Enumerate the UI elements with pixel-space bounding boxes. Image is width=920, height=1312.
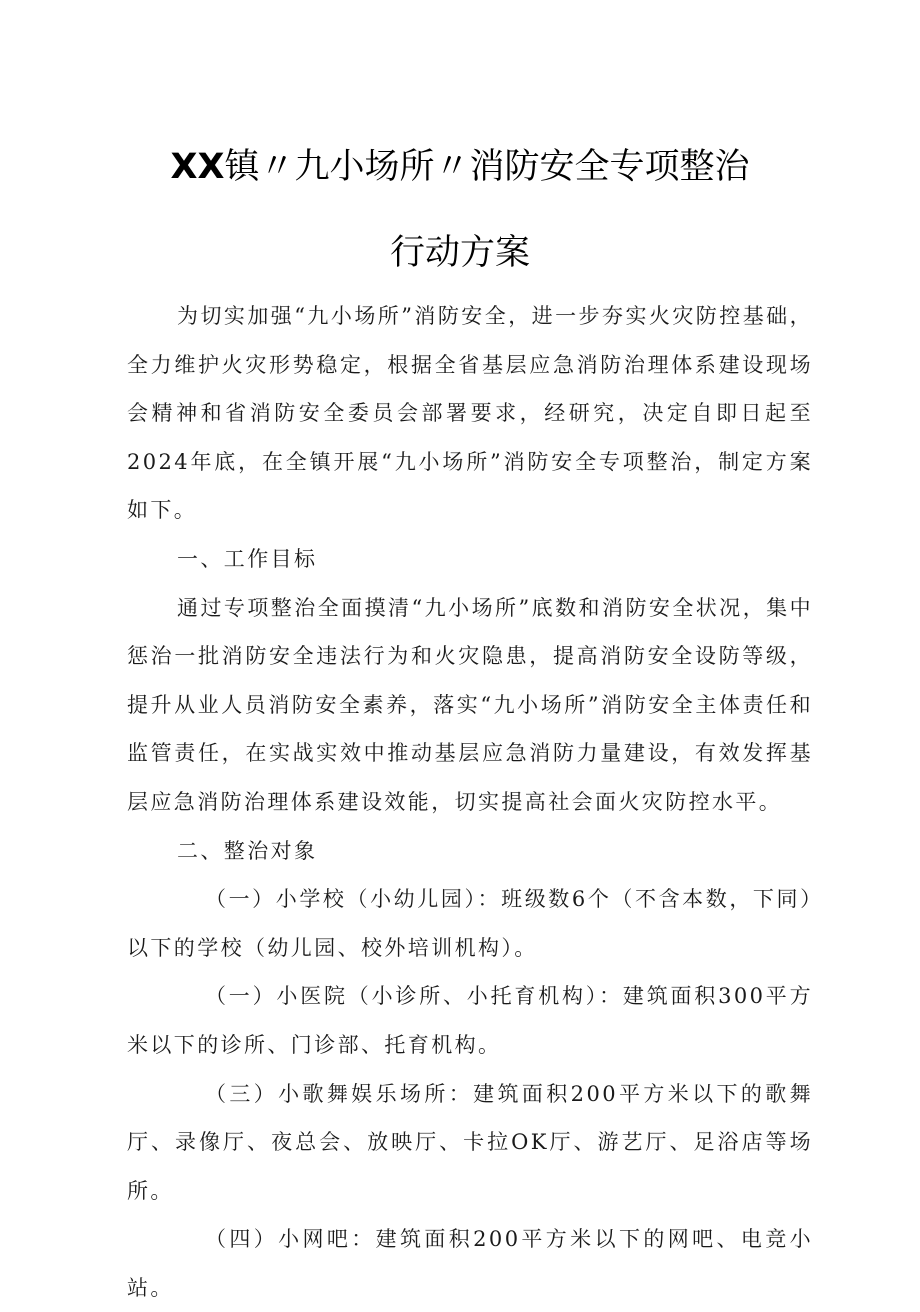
intro-paragraph: 为切实加强“九小场所”消防安全，进一步夯实火灾防控基础，全力维护火灾形势稳定，根据全省基层应急消防治理体系建设现场会精神和省消防安全委员会部署要求，经研究，决定自即日起至2024年底，在全镇开展“九小场所”消防安全专项整治，制定方案如下。 bbox=[127, 304, 813, 523]
title-text: 镇〃九小场所〃消防安全专项整治 bbox=[224, 147, 750, 187]
section-heading-targets: 二、整治对象 bbox=[177, 838, 318, 863]
document-title-line2: 行动方案 bbox=[389, 233, 530, 273]
document-body bbox=[127, 292, 813, 1312]
target-item-entertainment: （三）小歌舞娱乐场所：建筑面积200平方米以下的歌舞厅、录像厅、夜总会、放映厅、卡拉OK厅、游艺厅、足浴店等场所。 bbox=[127, 1081, 813, 1203]
section-heading-goals: 一、工作目标 bbox=[177, 546, 318, 571]
target-item-schools: （一）小学校（小幼儿园）：班级数6个（不含本数，下同）以下的学校（幼儿园、校外培训机构）。 bbox=[127, 887, 813, 960]
document-title bbox=[0, 142, 920, 192]
title-prefix: XX bbox=[170, 147, 225, 187]
target-item-internet-cafes: （四）小网吧：建筑面积200平方米以下的网吧、电竞小站。 bbox=[127, 1227, 813, 1300]
target-item-clinics: （一）小医院（小诊所、小托育机构）：建筑面积300平方米以下的诊所、门诊部、托育机构。 bbox=[127, 984, 813, 1057]
goals-paragraph: 通过专项整治全面摸清“九小场所”底数和消防安全状况，集中惩治一批消防安全违法行为和火灾隐患，提高消防安全设防等级，提升从业人员消防安全素养，落实“九小场所”消防安全主体责任和监管责任，在实战实效中推动基层应急消防力量建设，有效发挥基层应急消防治理体系建设效能，切实提高社会面火灾防控水平。 bbox=[127, 595, 813, 814]
